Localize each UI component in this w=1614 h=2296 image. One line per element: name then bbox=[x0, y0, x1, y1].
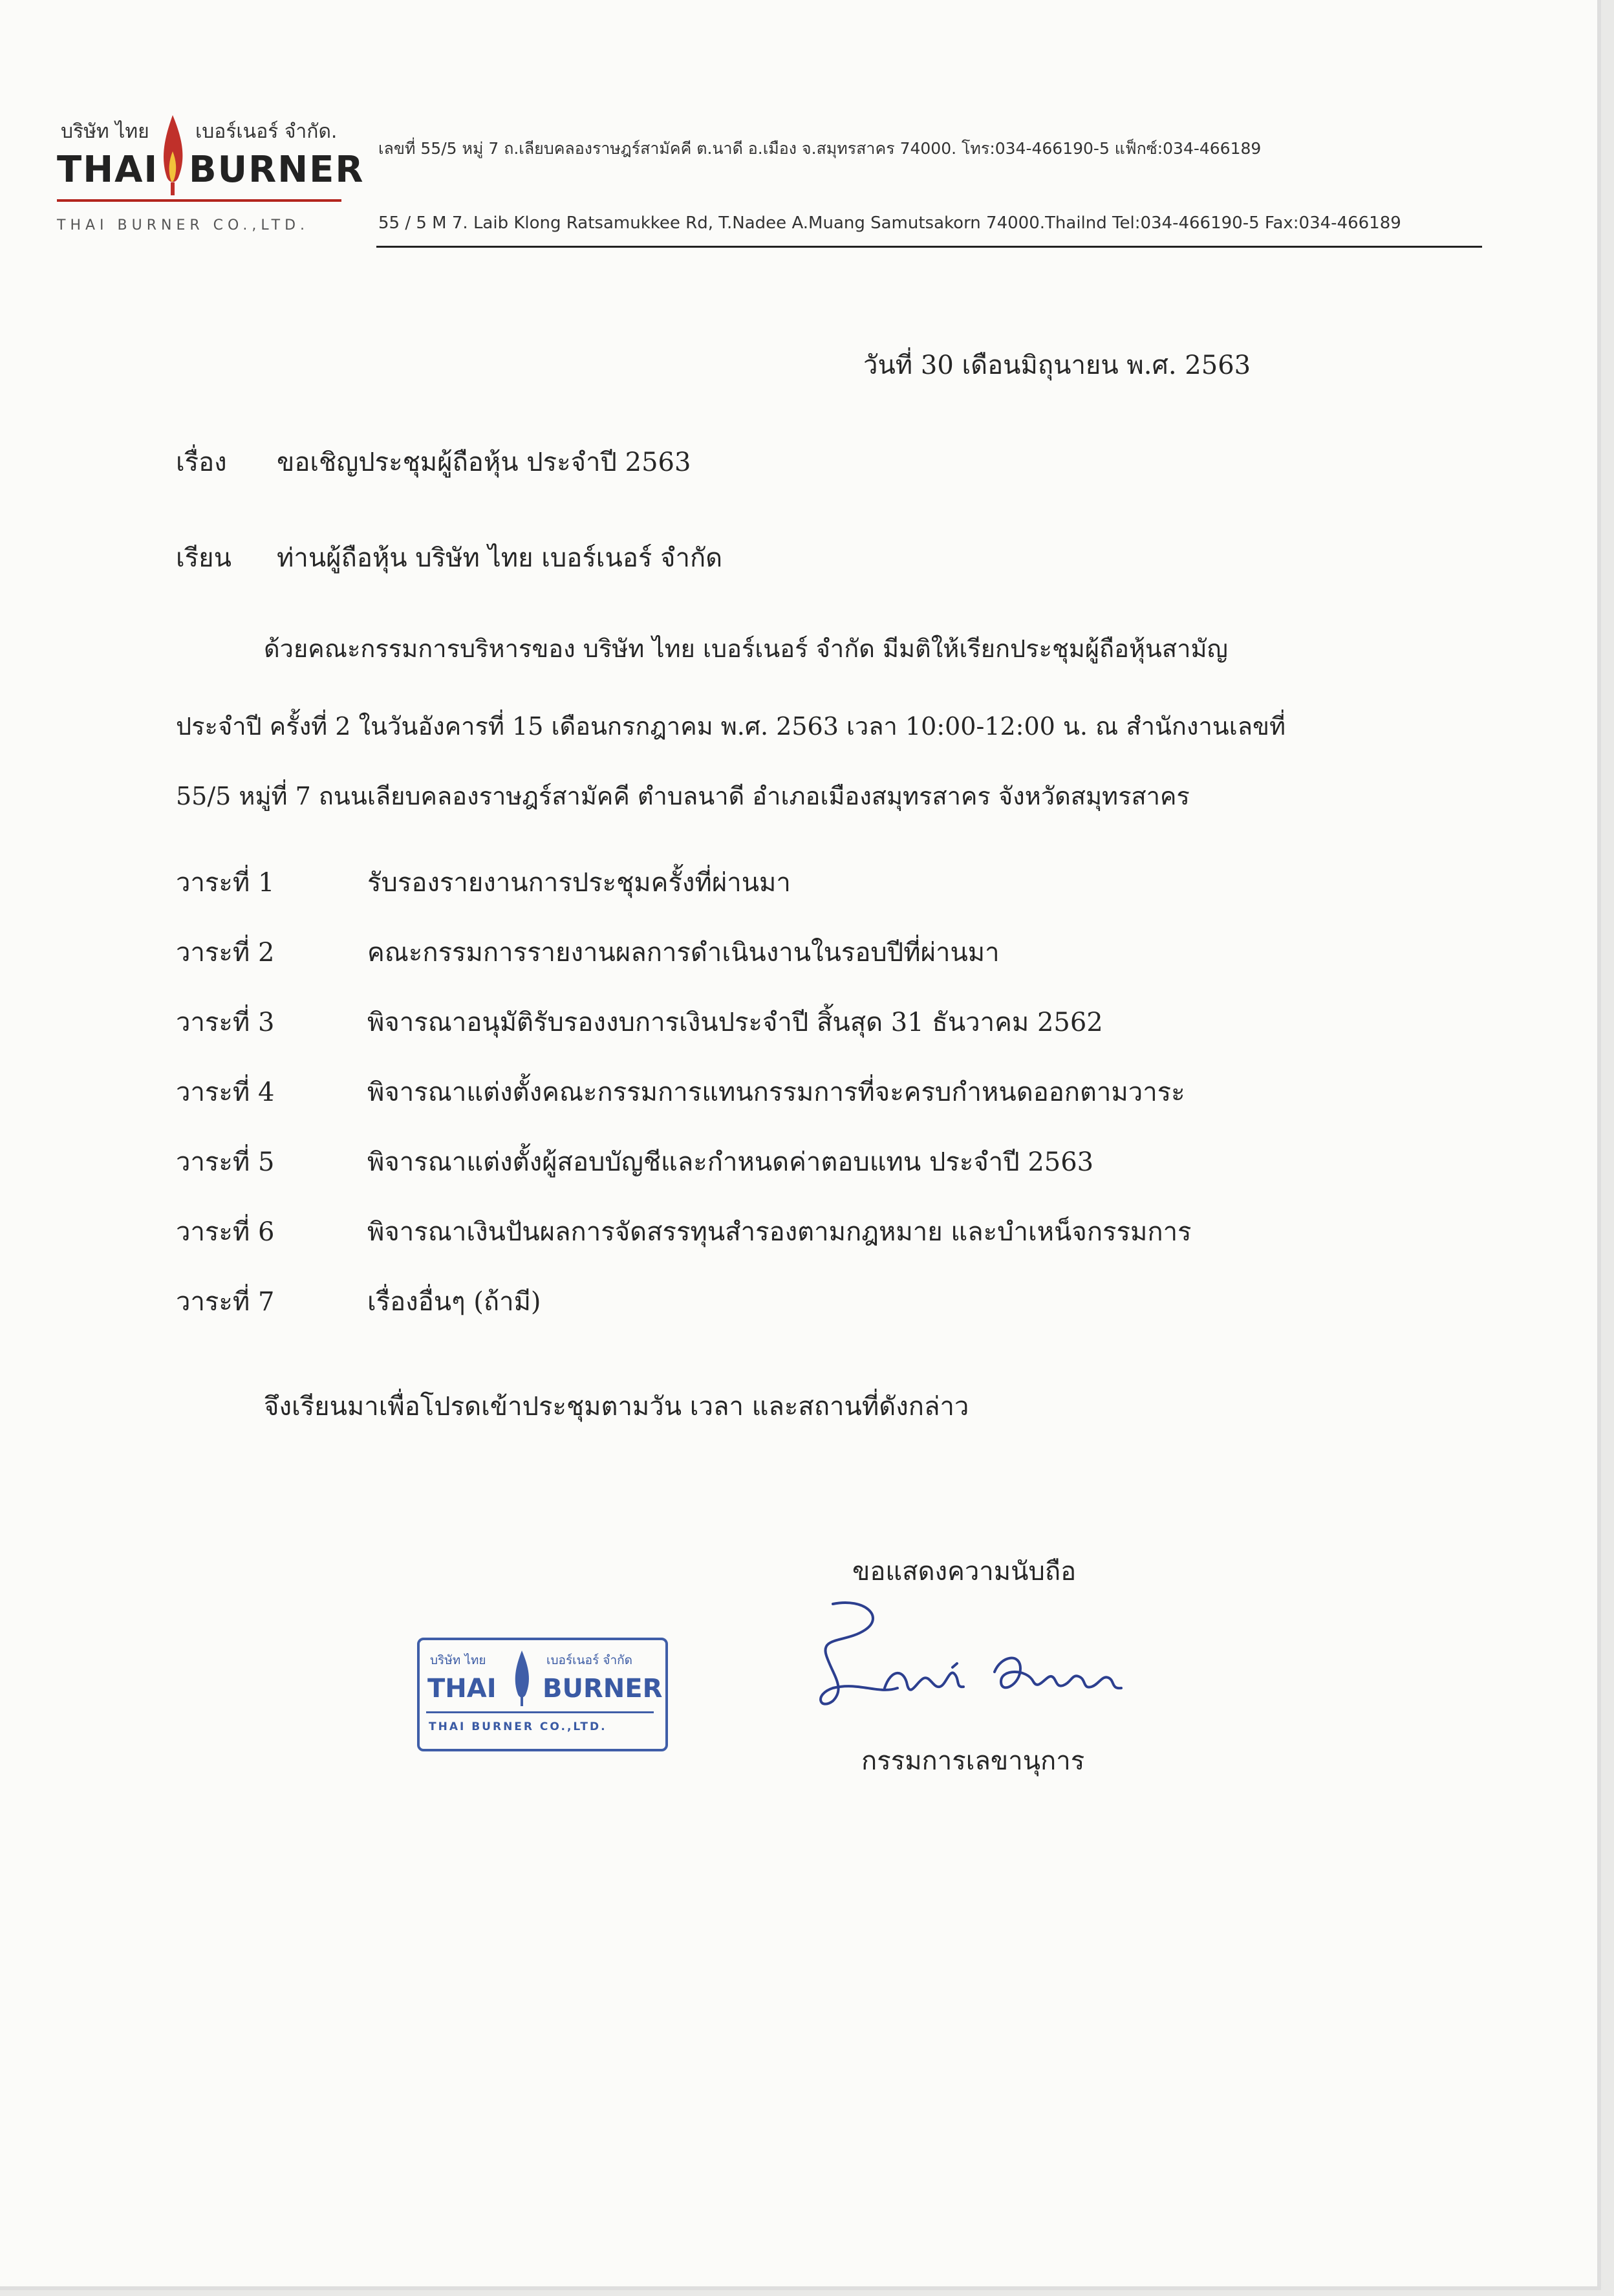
agenda-label: วาระที่ 6 bbox=[176, 1217, 275, 1247]
stamp-burner-big: BURNER bbox=[543, 1674, 663, 1704]
body-paragraph-line-3: 55/5 หมู่ที่ 7 ถนนเลียบคลองราษฎร์สามัคคี ตำบลนาดี อำเภอเมืองสมุทรสาคร จังหวัดสมุทรสาคร bbox=[176, 782, 1190, 810]
logo-divider bbox=[57, 199, 341, 202]
stamp-divider bbox=[426, 1711, 654, 1713]
body-paragraph-line-1: ด้วยคณะกรรมการบริหารของ บริษัท ไทย เบอร์เนอร์ จำกัด มีมติให้เรียกประชุมผู้ถือหุ้นสามัญ bbox=[264, 634, 1228, 663]
company-stamp bbox=[417, 1638, 668, 1751]
letter-date: วันที่ 30 เดือนมิถุนายน พ.ศ. 2563 bbox=[863, 351, 1251, 380]
company-logo bbox=[57, 109, 365, 244]
stamp-thai-big: THAI bbox=[427, 1674, 497, 1704]
address-thai: เลขที่ 55/5 หมู่ 7 ถ.เลียบคลองราษฎร์สามัคคี ต.นาดี อ.เมือง จ.สมุทรสาคร 74000. โทร:034-466190-5 แฟ็กซ์:034-466189 bbox=[378, 139, 1262, 158]
logo-thai-small: บริษัท ไทย bbox=[61, 120, 149, 143]
address-english: 55 / 5 M 7. Laib Klong Ratsamukkee Rd, T.Nadee A.Muang Samutsakorn 74000.Thailnd Tel:034-466190-5 Fax:034-466189 bbox=[378, 213, 1401, 233]
header-divider bbox=[376, 246, 1482, 248]
subject-label: เรื่อง bbox=[176, 448, 227, 477]
closing-sentence: จึงเรียนมาเพื่อโปรดเข้าประชุมตามวัน เวลา และสถานที่ดังกล่าว bbox=[264, 1392, 969, 1422]
stamp-company-name: THAI BURNER CO.,LTD. bbox=[429, 1720, 607, 1733]
agenda-item: พิจารณาเงินปันผลการจัดสรรทุนสำรองตามกฎหมาย และบำเหน็จกรรมการ bbox=[367, 1217, 1192, 1247]
agenda-item: พิจารณาแต่งตั้งผู้สอบบัญชีและกำหนดค่าตอบแทน ประจำปี 2563 bbox=[367, 1147, 1094, 1177]
signer-position: กรรมการเลขานุการ bbox=[861, 1746, 1085, 1776]
signature bbox=[807, 1591, 1143, 1720]
regards-text: ขอแสดงความนับถือ bbox=[852, 1557, 1077, 1587]
stamp-burner-small: เบอร์เนอร์ จำกัด bbox=[546, 1653, 632, 1667]
agenda-label: วาระที่ 4 bbox=[176, 1078, 275, 1107]
agenda-item: พิจารณาแต่งตั้งคณะกรรมการแทนกรรมการที่จะครบกำหนดออกตามวาระ bbox=[367, 1078, 1185, 1107]
agenda-item: พิจารณาอนุมัติรับรองงบการเงินประจำปี สิ้นสุด 31 ธันวาคม 2562 bbox=[367, 1008, 1103, 1037]
agenda-item: คณะกรรมการรายงานผลการดำเนินงานในรอบปีที่ผ่านมา bbox=[367, 938, 1000, 968]
recipient-label: เรียน bbox=[176, 543, 231, 573]
stamp-thai-small: บริษัท ไทย bbox=[430, 1653, 486, 1667]
agenda-label: วาระที่ 5 bbox=[176, 1147, 275, 1177]
logo-thai-big: THAI bbox=[57, 149, 159, 191]
agenda-label: วาระที่ 1 bbox=[176, 868, 275, 898]
subject-text: ขอเชิญประชุมผู้ถือหุ้น ประจำปี 2563 bbox=[277, 448, 691, 477]
flame-icon bbox=[156, 113, 189, 197]
agenda-label: วาระที่ 7 bbox=[176, 1287, 275, 1317]
agenda-label: วาระที่ 2 bbox=[176, 938, 275, 968]
agenda-item: รับรองรายงานการประชุมครั้งที่ผ่านมา bbox=[367, 868, 791, 898]
recipient-text: ท่านผู้ถือหุ้น บริษัท ไทย เบอร์เนอร์ จำกัด bbox=[277, 543, 723, 573]
logo-company-name: THAI BURNER CO.,LTD. bbox=[57, 217, 310, 233]
body-paragraph-line-2: ประจำปี ครั้งที่ 2 ในวันอังคารที่ 15 เดือนกรกฎาคม พ.ศ. 2563 เวลา 10:00-12:00 น. ณ สำนักงานเลขที่ bbox=[176, 712, 1286, 741]
agenda-label: วาระที่ 3 bbox=[176, 1008, 275, 1037]
stamp-flame-icon bbox=[510, 1648, 533, 1707]
agenda-item: เรื่องอื่นๆ (ถ้ามี) bbox=[367, 1287, 541, 1317]
logo-burner-small: เบอร์เนอร์ จำกัด. bbox=[195, 120, 338, 143]
logo-burner-big: BURNER bbox=[189, 149, 365, 191]
